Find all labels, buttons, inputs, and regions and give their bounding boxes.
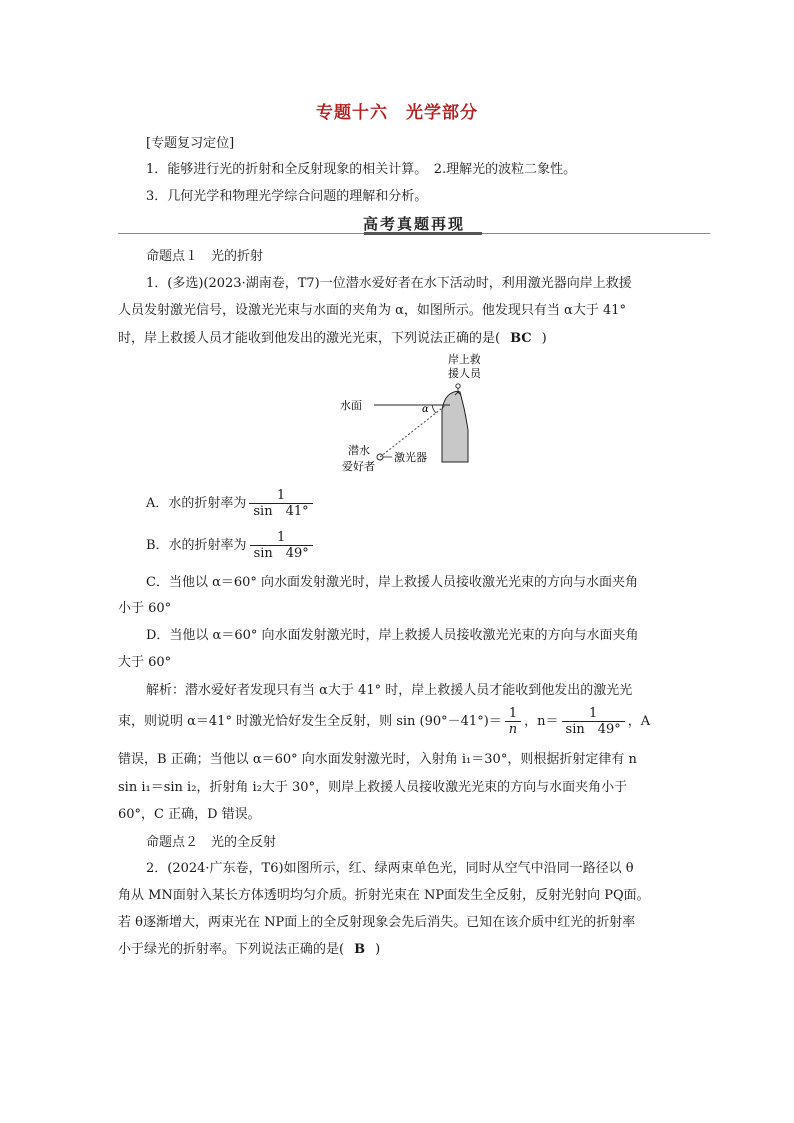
positioning-heading: [专题复习定位] [146,136,235,151]
option-b-numerator: 1 [277,530,286,545]
option-c-line-1: C．当他以 α＝60° 向水面发射激光时，岸上救援人员接收激光光束的方向与水面夹角 [146,575,639,590]
alpha-arc [432,405,436,413]
q2-line-1: 2．(2024·广东卷，T6)如图所示，红、绿两束单色光，同时从空气中沿同一路径以 θ [146,861,634,876]
option-b-fraction [250,530,313,561]
analysis-line-2-pre: 束，则说明 α＝41° 时激光恰好发生全反射，则 sin (90°－41°)＝ [118,714,502,729]
cliff-shape [442,391,468,462]
q2-line-2: 角从 MN面射入某长方体透明均匀介质。折射光束在 NP面发生全反射，反射光射向 PQ面。 [118,888,650,903]
point1-heading: 命题点１ 光的折射 [146,249,264,264]
q1-paren-close: ) [541,331,547,346]
analysis-fraction-2 [562,706,625,737]
analysis-fraction-2-num: 1 [589,706,598,721]
analysis-fraction-1-num: 1 [508,706,518,721]
q1-line-3 [118,331,547,347]
analysis-line-4: sin i₁＝sin i₂，折射角 i₂大于 30°，则岸上救援人员接收激光光束的方向与水面夹角小于 [118,780,628,795]
option-a-fraction [249,488,312,519]
option-b-denominator: sin 49° [250,545,313,561]
option-c-line-2: 小于 60° [118,601,172,616]
positioning-item-2: 3．几何光学和物理光学综合问题的理解和分析。 [146,189,428,204]
section-banner [118,213,710,235]
q1-stem-end: 时，岸上救援人员才能收到他发出的激光光束，下列说法正确的是( [118,331,501,346]
option-d-line-2: 大于 60° [118,655,172,670]
q2-line-4 [118,942,380,958]
q1-figure [340,350,480,475]
diver-laser-diagram [340,350,480,475]
analysis-fraction-2-den: sin 49° [562,721,625,737]
q2-answer: B [354,942,366,957]
label-rescuer: 岸上救 [448,353,480,366]
option-b [146,530,316,561]
option-a-text: A．水的折射率为 [146,496,247,511]
label-diver-2: 爱好者 [342,460,375,473]
rescuer-icon [456,384,460,388]
banner-title: 高考真题再现 [362,215,465,233]
q1-line-1: 1．(多选)(2023·湖南卷，T7)一位潜水爱好者在水下活动时，利用激光器向岸上救援 [146,276,632,291]
label-water: 水面 [340,399,362,412]
analysis-line-5: 60°，C 正确，D 错误。 [118,807,261,822]
positioning-item-1: 1．能够进行光的折射和全反射现象的相关计算。 2.理解光的波粒二象性。 [146,162,577,177]
analysis-line-2-post: ，A [627,714,651,729]
analysis-fraction-1-den: n [505,721,521,737]
option-a [146,488,316,519]
option-b-text: B．水的折射率为 [146,538,247,553]
q2-stem-end: 小于绿光的折射率。下列说法正确的是( [118,942,345,957]
label-diver: 潜水 [348,444,370,457]
analysis-fraction-1 [505,706,521,737]
analysis-line-2 [118,706,650,737]
analysis-line-3: 错误，B 正确；当他以 α＝60° 向水面发射激光时，入射角 i₁＝30°，则根据折射定律有 n [118,752,637,767]
option-d-line-1: D．当他以 α＝60° 向水面发射激光时，岸上救援人员接收激光光束的方向与水面夹角 [146,628,639,643]
option-a-numerator: 1 [276,488,286,503]
label-alpha: α [422,404,429,415]
q1-answer: BC [510,331,532,346]
label-rescuer-2: 援人员 [448,367,480,380]
q2-line-3: 若 θ逐渐增大，两束光在 NP面上的全反射现象会先后消失。已知在该介质中红光的折射率 [118,915,636,930]
page-title: 专题十六 光学部分 [316,103,478,123]
option-a-denominator: sin 41° [249,503,312,519]
q2-paren-close: ) [375,942,381,957]
analysis-line-1: 解析：潜水爱好者发现只有当 α大于 41° 时，岸上救援人员才能收到他发出的激光光 [146,683,633,698]
label-laser: 激光器 [394,451,427,464]
analysis-line-2-mid: ，n＝ [524,714,559,729]
point2-heading: 命题点２ 光的全反射 [146,835,277,850]
q1-line-2: 人员发射激光信号，设激光光束与水面的夹角为 α，如图所示。他发现只有当 α大于 41° [118,303,626,318]
